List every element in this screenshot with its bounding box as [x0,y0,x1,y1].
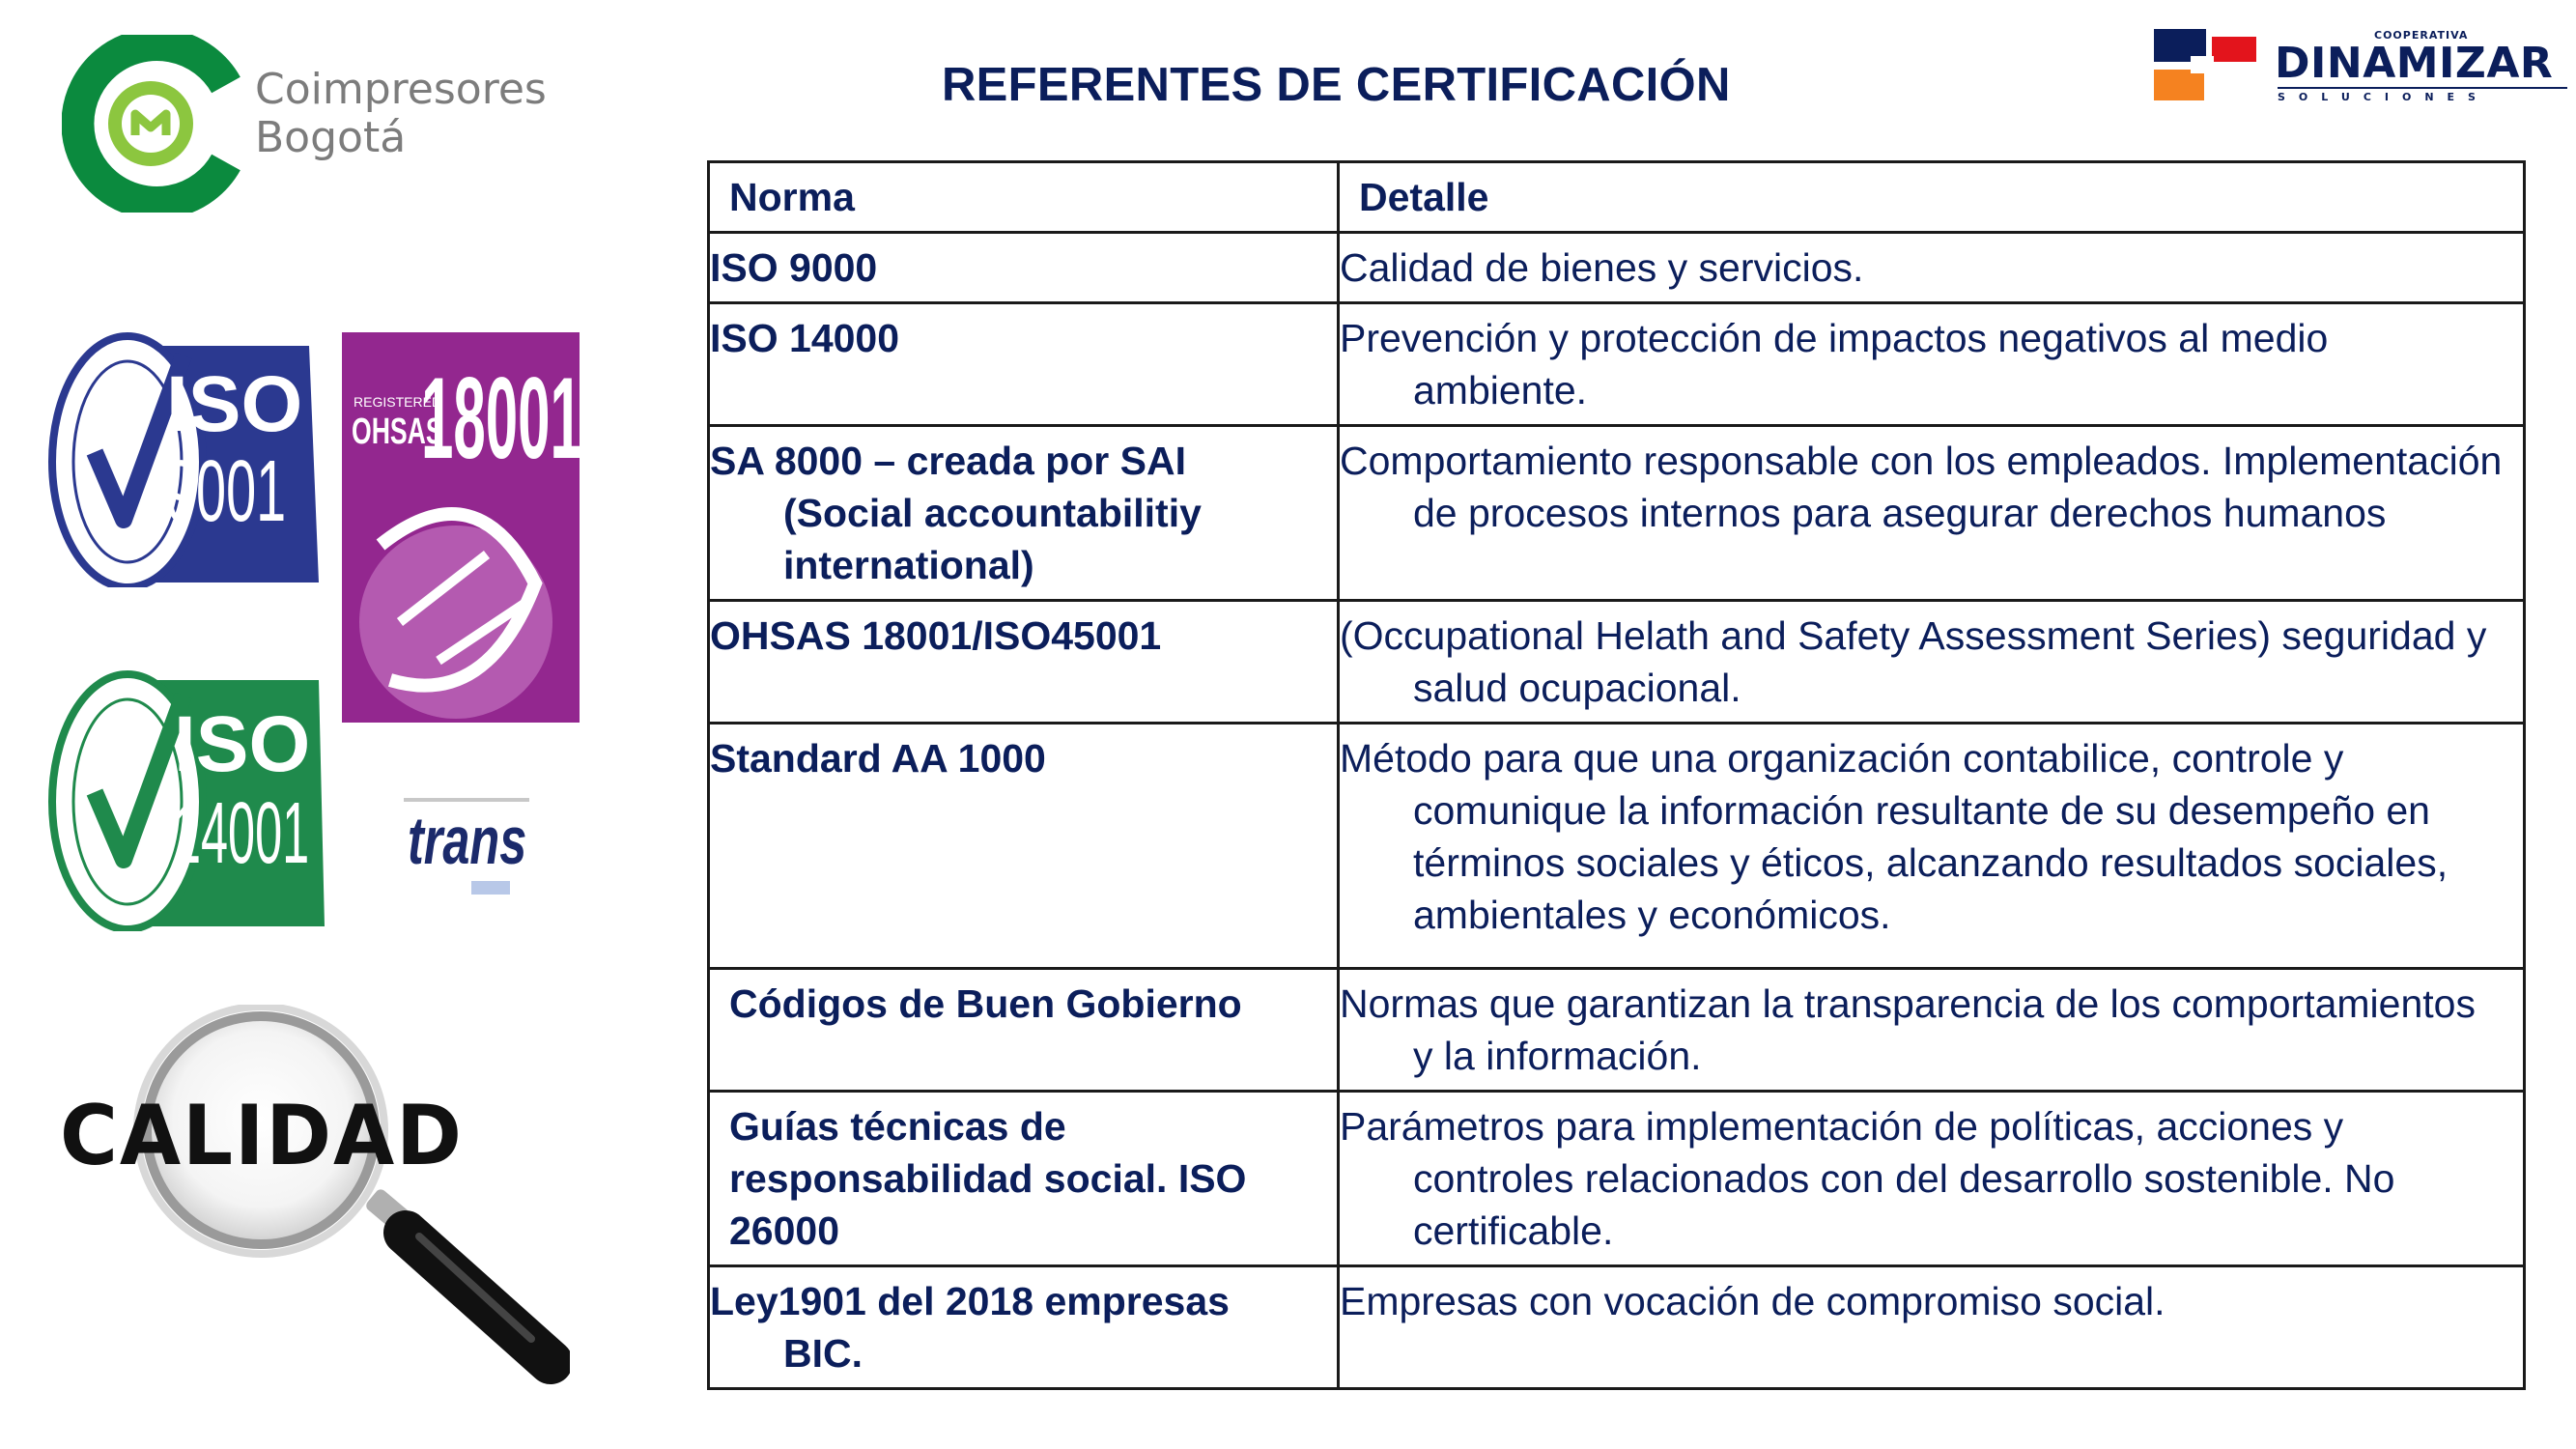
page-title: REFERENTES DE CERTIFICACIÓN [942,59,1731,111]
coimpresores-c-icon [62,35,245,213]
norma-cell: Guías técnicas de responsabilidad social. ISO 26000 [709,1092,1339,1266]
norma-cell: ISO 14000 [709,303,1339,426]
table-row [709,1266,2525,1389]
norma-cell: OHSAS 18001/ISO45001 [709,601,1339,724]
detalle-cell: Normas que garantizan la transparencia de los comportamientos y la información. [1339,969,2525,1092]
header-norma: Norma [709,162,1339,233]
trans-logo [404,788,529,900]
coimpresores-line1: Coimpresores [255,65,547,114]
table-row [709,724,2525,969]
coimpresores-line2: Bogotá [255,113,407,162]
iso-9001-label-num: 9001 [166,443,287,540]
certification-table [707,160,2526,1390]
detalle-cell: Parámetros para implementación de políticas, acciones y controles relacionados con del desarrollo sostenible. No certificable. [1339,1092,2525,1266]
header-detalle: Detalle [1339,162,2525,233]
ohsas-18001-number: 18001 [421,354,582,483]
ohsas-registered-label: REGISTERED [354,394,442,410]
norma-cell: Ley1901 del 2018 empresas BIC. [709,1266,1339,1389]
table-header-row [709,162,2525,233]
dinamizar-cooperativa: COOPERATIVA [2374,29,2469,42]
table-row [709,969,2525,1092]
iso-14001-badge [39,641,328,931]
table-row [709,426,2525,601]
table-row [709,303,2525,426]
coimpresores-wordmark [255,66,547,162]
norma-cell: Standard AA 1000 [709,724,1339,969]
dinamizar-logo [2152,27,2567,114]
dinamizar-subtitle: SOLUCIONES [2278,87,2567,103]
coimpresores-logo [62,35,583,213]
trans-label: trans [408,803,527,878]
ohsas-18001-badge [342,332,580,723]
detalle-cell: Prevención y protección de impactos negativos al medio ambiente. [1339,303,2525,426]
calidad-magnifier-image [48,1005,570,1391]
iso-14001-label-num: 14001 [174,785,310,882]
iso-9001-label-top: ISO [166,360,303,448]
norma-cell: ISO 9000 [709,233,1339,303]
iso-9001-badge [39,307,319,587]
calidad-text: CALIDAD [60,1088,464,1184]
iso-14001-label-top: ISO [174,700,311,788]
norma-cell: Códigos de Buen Gobierno [709,969,1339,1092]
dinamizar-name: DINAMIZAR [2275,39,2554,88]
detalle-cell: (Occupational Helath and Safety Assessment Series) seguridad y salud ocupacional. [1339,601,2525,724]
norma-cell: SA 8000 – creada por SAI (Social accountabilitiy international) [709,426,1339,601]
table-row [709,1092,2525,1266]
dinamizar-mark-icon [2152,27,2268,104]
table-row [709,233,2525,303]
detalle-cell: Comportamiento responsable con los empleados. Implementación de procesos internos para asegurar derechos humanos [1339,426,2525,601]
detalle-cell: Empresas con vocación de compromiso social. [1339,1266,2525,1389]
detalle-cell: Método para que una organización contabilice, controle y comunique la información resultante de su desempeño en términos sociales y éticos, alcanzando resultados sociales, ambientales y económicos. [1339,724,2525,969]
ohsas-label: OHSAS [352,412,443,452]
table-row [709,601,2525,724]
detalle-cell: Calidad de bienes y servicios. [1339,233,2525,303]
